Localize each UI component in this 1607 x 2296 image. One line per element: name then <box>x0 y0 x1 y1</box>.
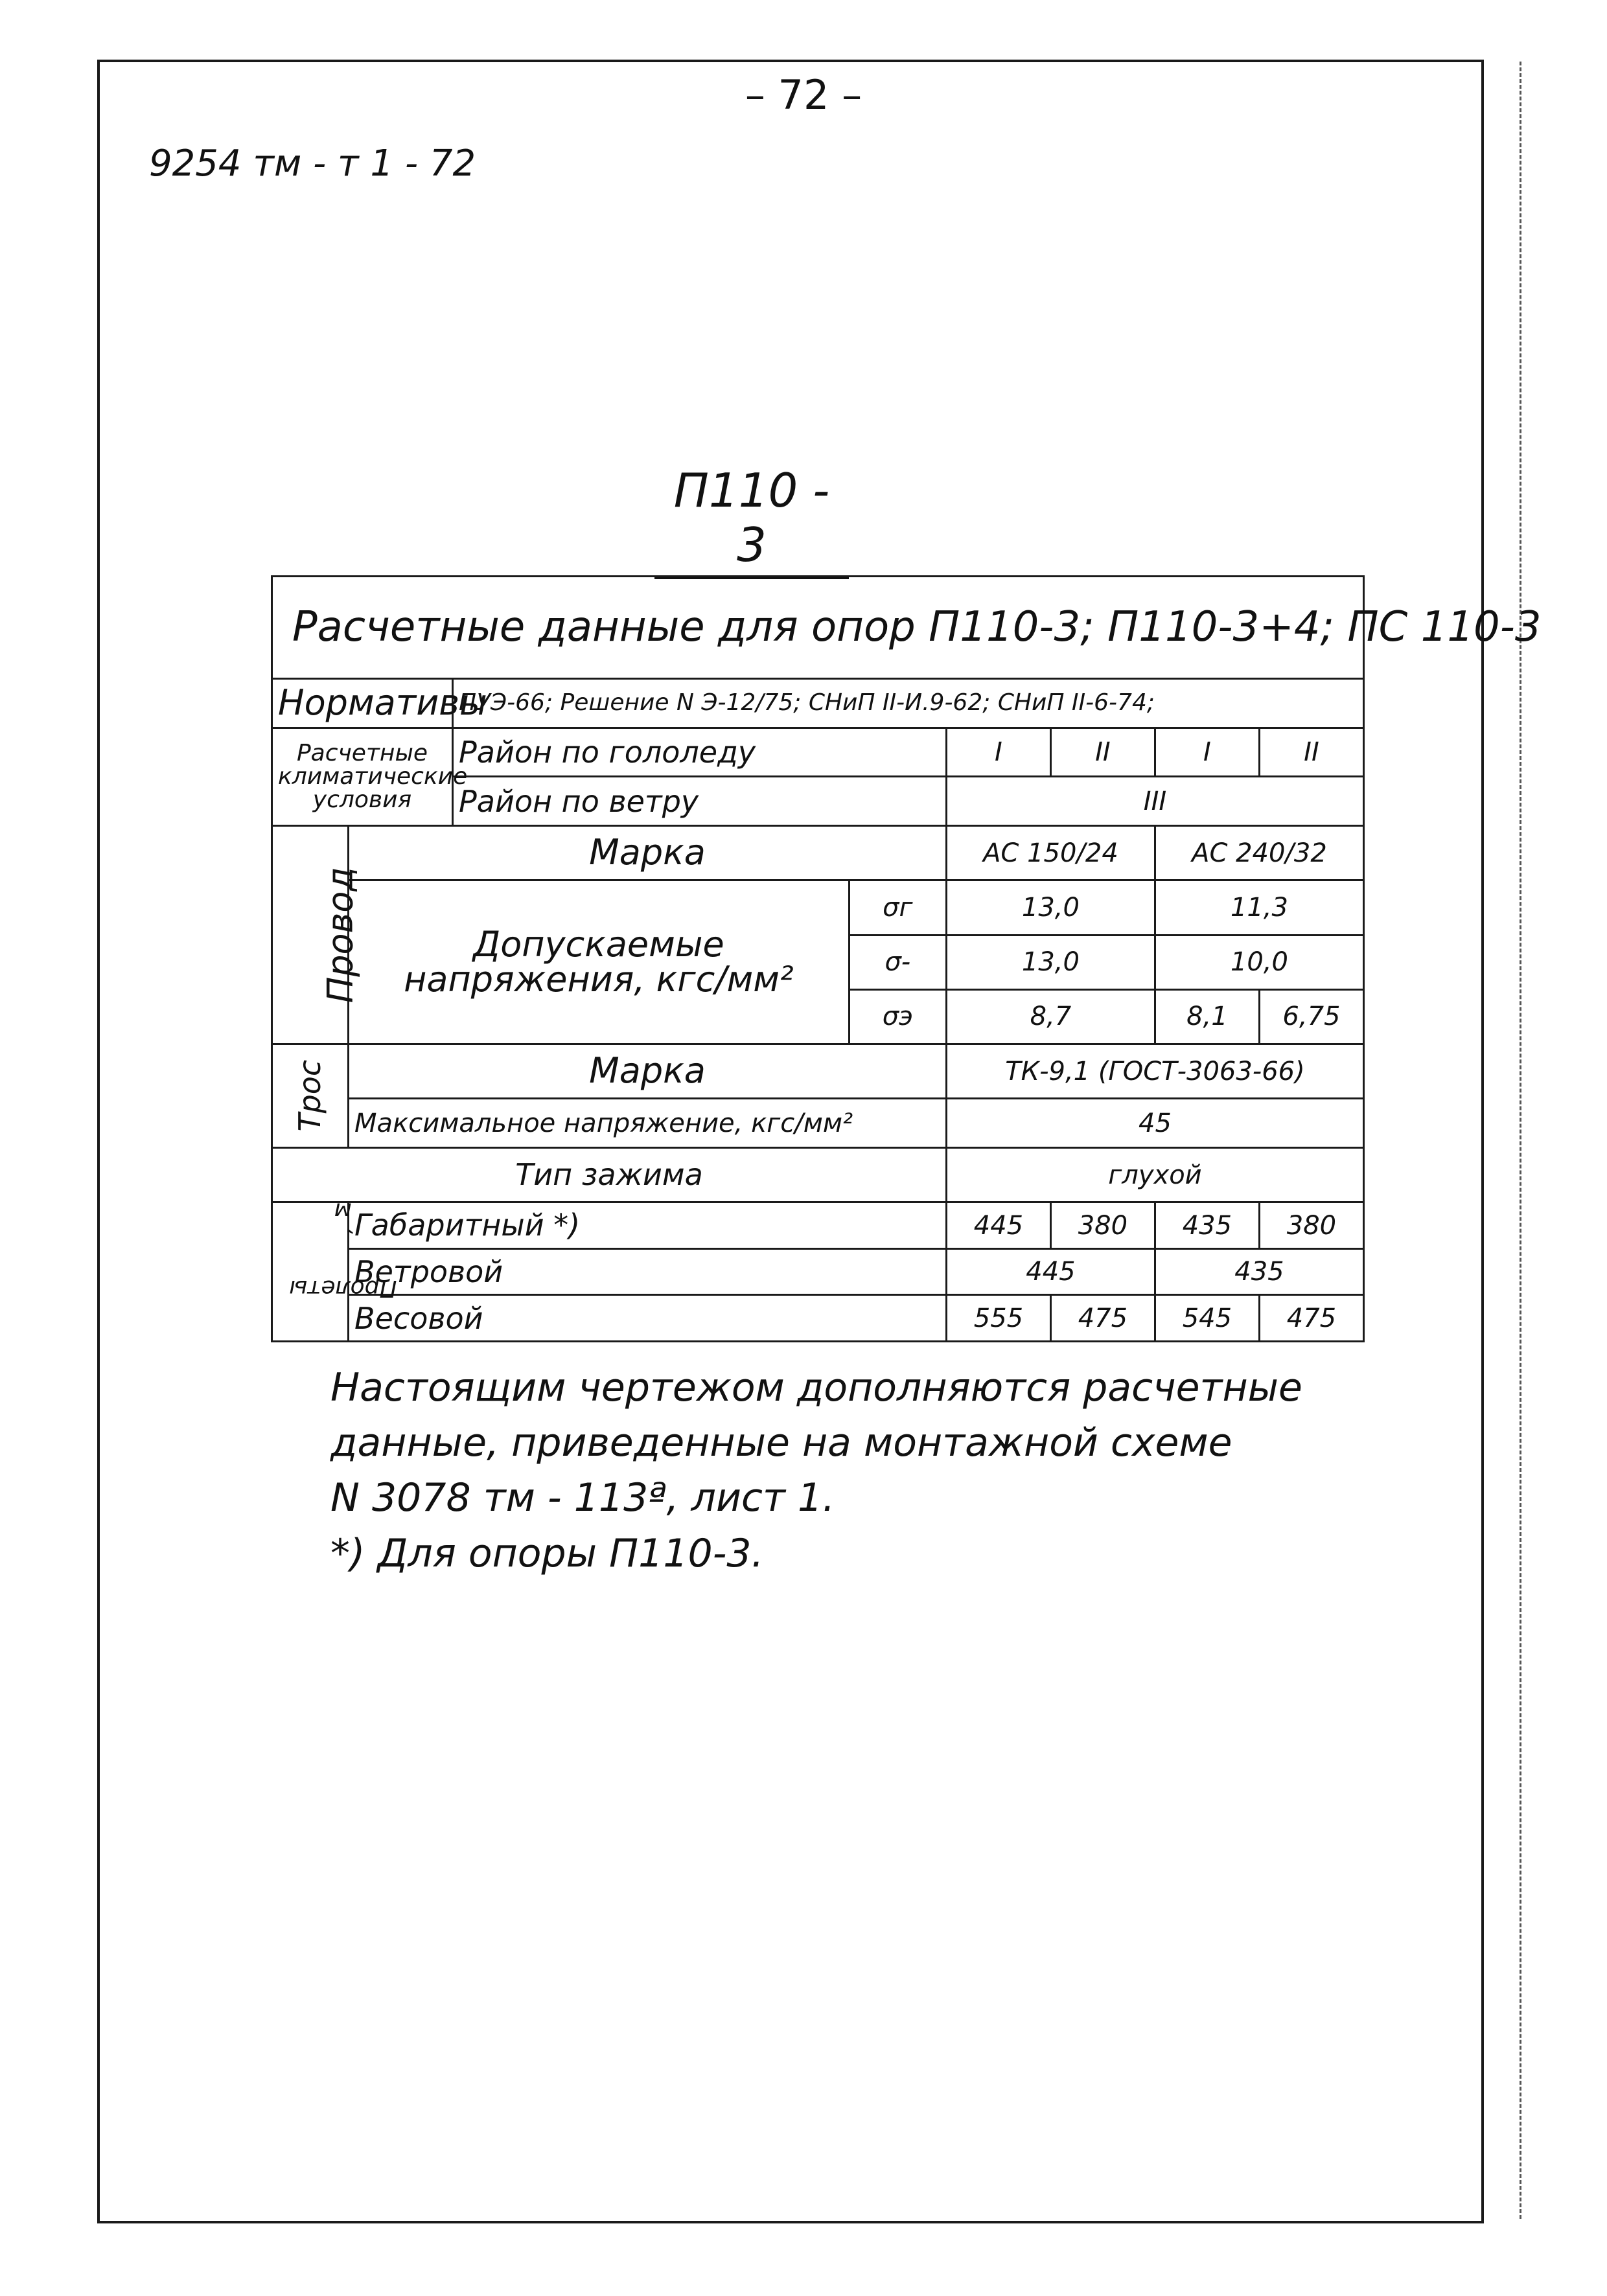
span-value: 380 <box>1259 1202 1363 1249</box>
ice-row <box>272 728 1364 777</box>
span-row <box>272 1295 1364 1342</box>
span-value: 435 <box>1155 1202 1259 1249</box>
stress-symbol: σ- <box>849 935 946 989</box>
span-row <box>272 1202 1364 1249</box>
wind-value: III <box>946 777 1363 826</box>
wire-group-label <box>272 826 361 1044</box>
drawing-heading: П110 - 3 <box>654 463 849 579</box>
stress-row <box>272 880 1364 935</box>
wind-label: Район по ветру <box>453 777 947 826</box>
span-label: Весовой <box>349 1295 947 1342</box>
wire-brand-value: АС 240/32 <box>1155 826 1363 880</box>
table-title: Расчетные данные для опор П110-3; П110-3+4; ПС 110-3 <box>272 577 1364 679</box>
cable-brand-value: ТК-9,1 (ГОСТ-3063-66) <box>946 1044 1363 1099</box>
span-row <box>272 1248 1364 1295</box>
span-value: 380 <box>1050 1202 1155 1249</box>
normatives-row <box>272 678 1364 728</box>
normatives-label: Нормативы <box>272 678 453 728</box>
wire-brand-value: АС 150/24 <box>946 826 1155 880</box>
stress-symbol: σэ <box>849 989 946 1044</box>
title-row <box>272 577 1364 679</box>
span-value: 475 <box>1259 1295 1363 1342</box>
calculation-table <box>271 575 1542 1342</box>
max-stress-label: Максимальное напряжение, кгс/мм² <box>349 1099 947 1148</box>
span-value: 445 <box>946 1248 1155 1295</box>
cable-group-label <box>272 1044 349 1148</box>
footnote-line: *) Для опоры П110-3. <box>330 1530 764 1576</box>
cable-brand-row <box>272 1044 1364 1099</box>
max-stress-value: 45 <box>946 1099 1363 1148</box>
clamp-row <box>272 1148 1364 1202</box>
note-line: N 3078 тм - 113ª, лист 1. <box>330 1475 835 1521</box>
cable-group-text: Трос <box>292 1060 328 1132</box>
max-stress-row <box>272 1099 1364 1148</box>
wire-brand-row <box>272 826 1364 880</box>
stress-value: 8,1 <box>1155 989 1259 1044</box>
ice-value: I <box>1155 728 1259 777</box>
span-value: 475 <box>1050 1295 1155 1342</box>
spans-group-text: Пролеты, м <box>289 1197 397 1302</box>
document-code: 9254 тм - т 1 - 72 <box>149 143 476 185</box>
spans-unit: м <box>334 1197 352 1224</box>
wire-brand-label: Марка <box>349 826 947 880</box>
note-line: данные, приведенные на монтажной схеме <box>330 1420 1232 1466</box>
note-line: Настоящим чертежом дополняются расчетные <box>330 1365 1302 1410</box>
ice-value: I <box>946 728 1050 777</box>
stress-symbol: σг <box>849 880 946 935</box>
stress-value: 6,75 <box>1259 989 1363 1044</box>
binding-edge-line <box>1520 62 1521 2219</box>
climate-label: Расчетные климатические условия <box>272 728 453 826</box>
ice-value: II <box>1259 728 1363 777</box>
normatives-value: ПУЭ-66; Решение N Э-12/75; СНиП II-И.9-62; СНиП II-6-74; <box>453 678 1364 728</box>
cable-brand-label: Марка <box>349 1044 947 1099</box>
page-number: – 72 – <box>745 71 862 119</box>
span-value: 435 <box>1155 1248 1363 1295</box>
wire-group-text: Провод <box>319 867 361 1004</box>
ice-value: II <box>1050 728 1155 777</box>
span-value: 555 <box>946 1295 1050 1342</box>
clamp-label: Тип зажима <box>272 1148 947 1202</box>
stress-value: 8,7 <box>946 989 1155 1044</box>
span-label: Ветровой <box>349 1248 947 1295</box>
clamp-value: глухой <box>946 1148 1363 1202</box>
span-label: Габаритный *) <box>349 1202 947 1249</box>
stress-value: 13,0 <box>946 935 1155 989</box>
spans-label: Пролеты <box>289 1275 397 1302</box>
notes-block <box>330 1360 1302 1581</box>
spans-group-label <box>272 1197 397 1342</box>
span-value: 545 <box>1155 1295 1259 1342</box>
stress-label: Допускаемые напряжения, кгс/мм² <box>349 880 850 1044</box>
span-value: 445 <box>946 1202 1050 1249</box>
stress-value: 11,3 <box>1155 880 1363 935</box>
ice-label: Район по гололеду <box>453 728 947 777</box>
stress-value: 13,0 <box>946 880 1155 935</box>
stress-value: 10,0 <box>1155 935 1363 989</box>
